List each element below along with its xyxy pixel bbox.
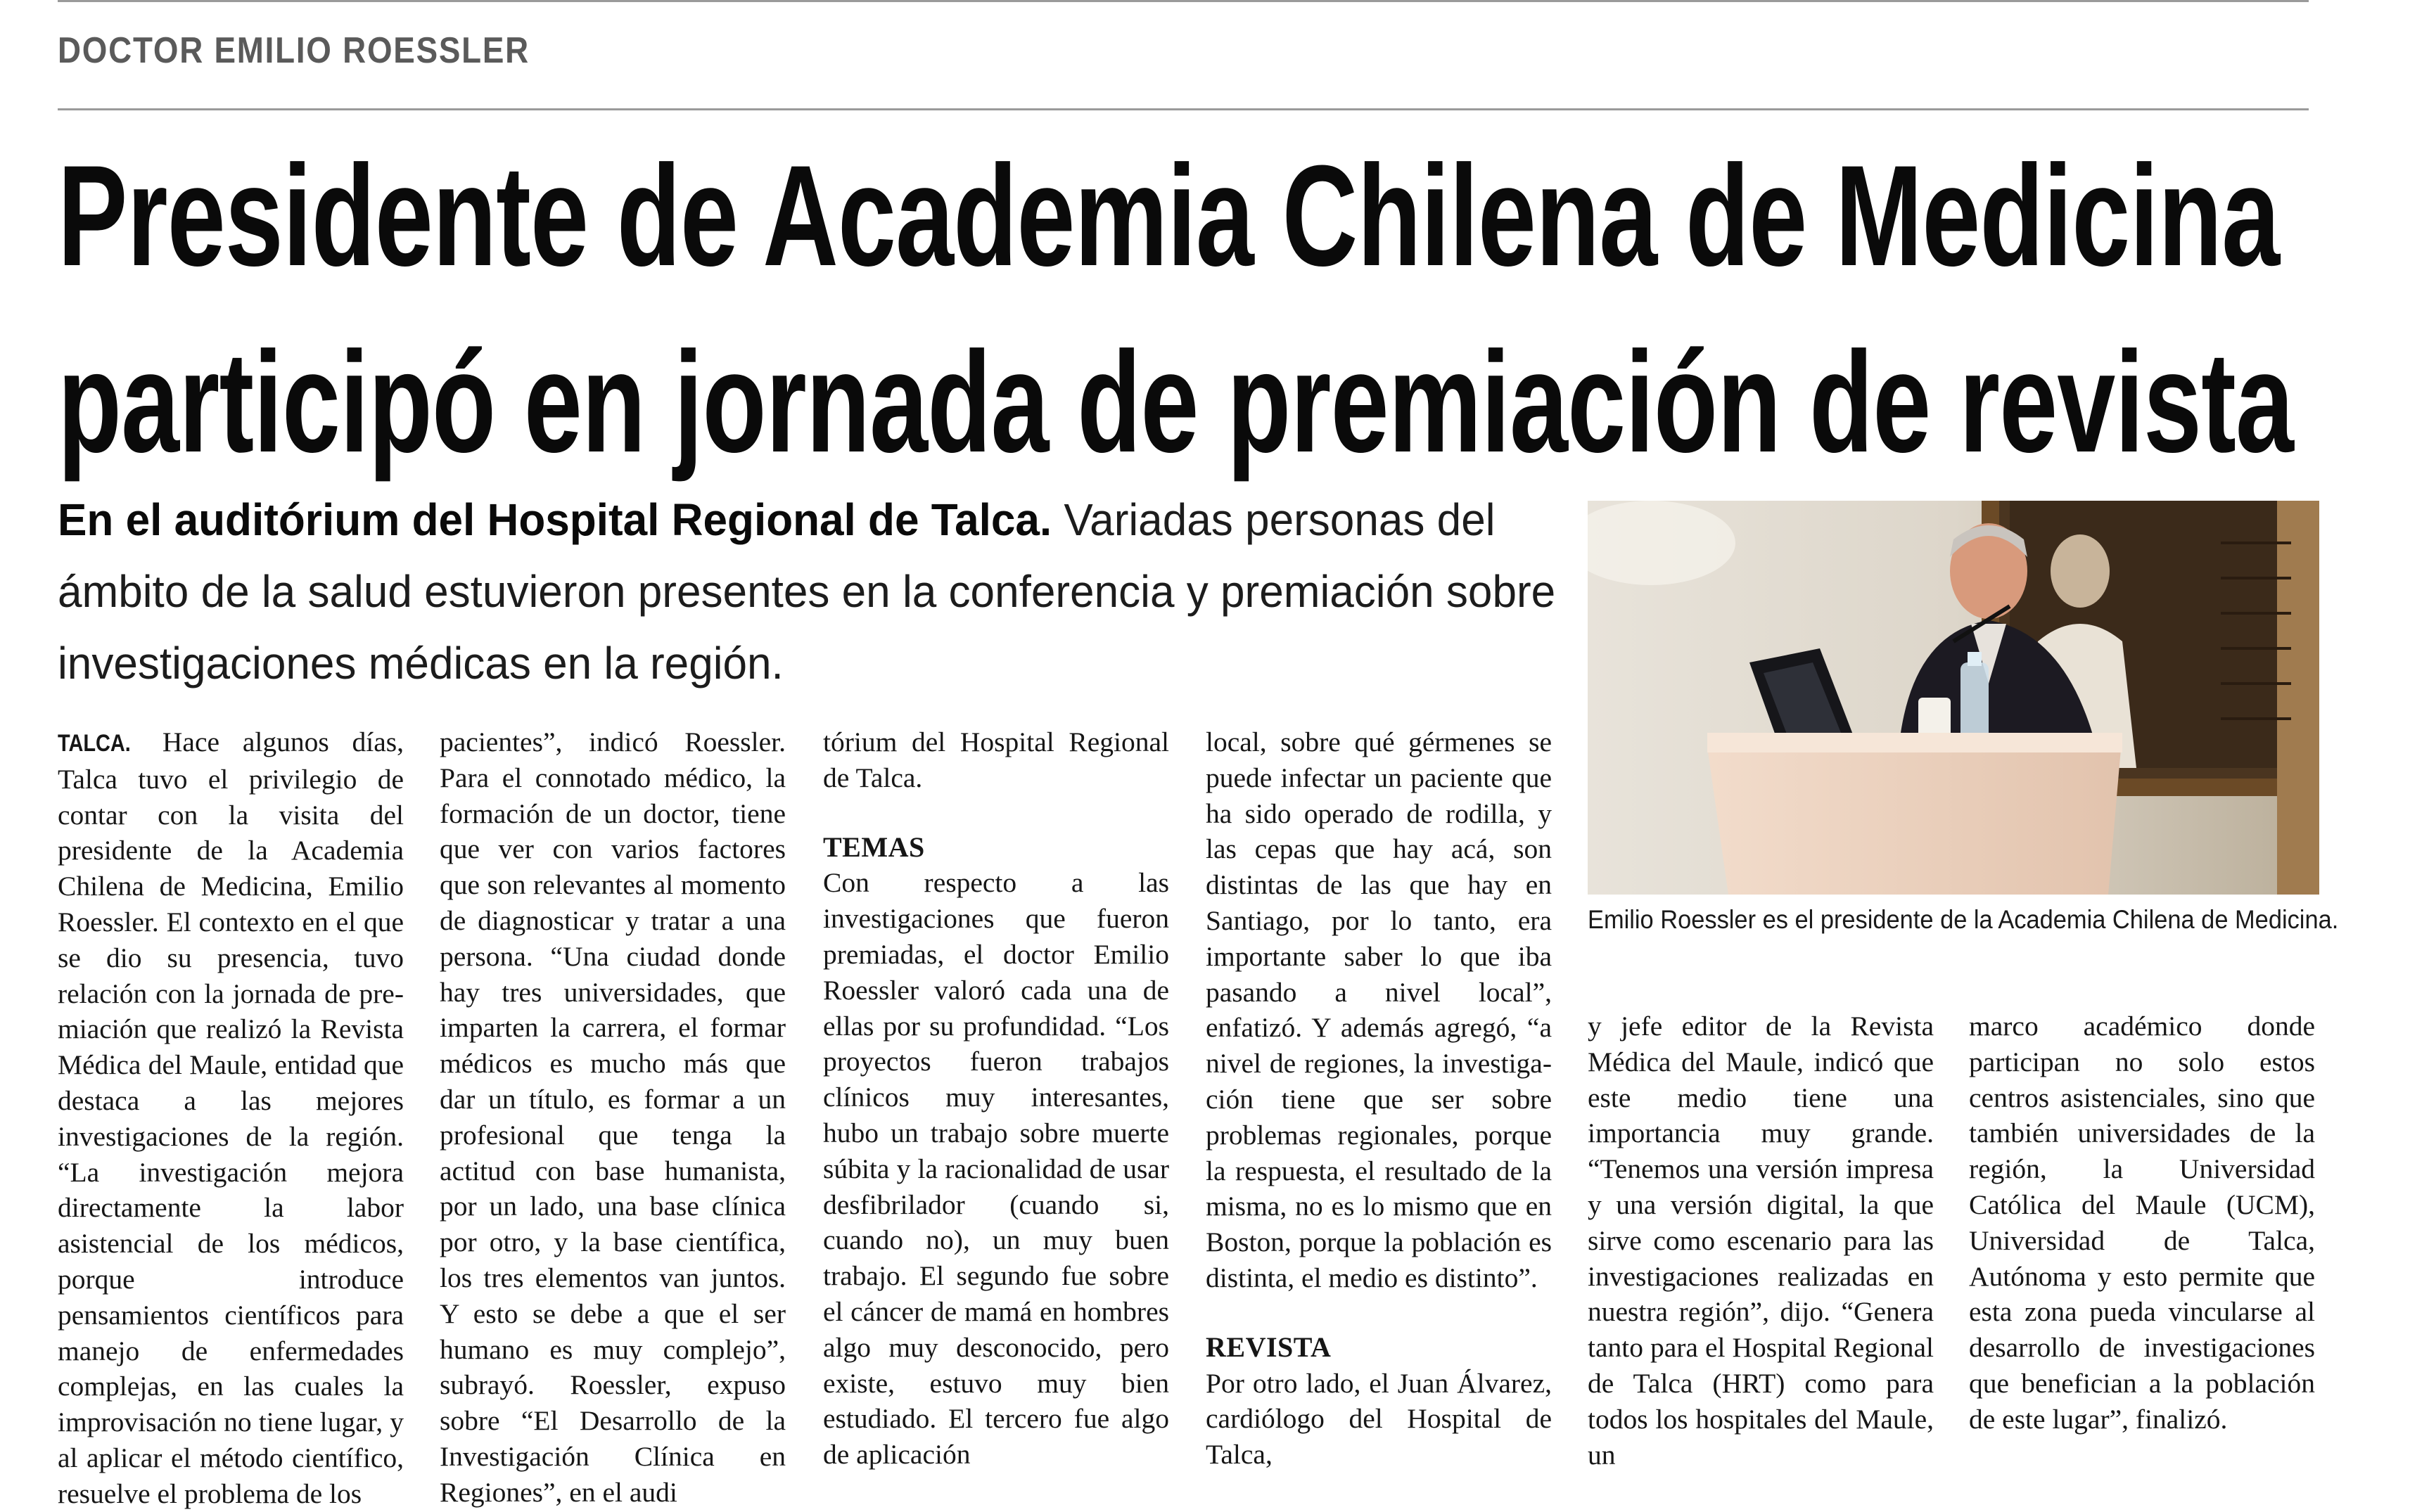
headline-line-1: Presidente de Academia Chilena de Medicina [58,136,2280,296]
photo-speaker-at-podium [1588,501,2319,895]
top-rule [58,0,2309,2]
column-6-text: marco académico donde participan no solo estos centros asistenciales, sino que también universidades de la región, la Universidad Católica del Maule (UCM), Universidad de Talca, Autónoma y esto permite que esta zona pueda vincularse al desarrollo de investigaciones que benefician a la población de este lugar”, finalizó. [1969,1011,2315,1435]
kicker-rule [58,108,2309,110]
lede-bold: En el auditórium del Hospital Regional de Talca. [58,494,1052,545]
headline-line-2: participó en jornada de premiación de revista [58,322,2294,482]
body-column-1 [58,724,404,1512]
column-3-text: Con respecto a las investigaciones que fueron premiadas, el doctor Emilio Roessler valoró cada una de ellas por su profundidad. “Los proyectos fueron trabajos clínicos muy interesantes, hubo un trabajo sobre muerte súbita y la racionalidad de usar desfibrilador (cuando si, cuando no), un muy buen trabajo. El segundo fue sobre el cáncer de mamá en hombres algo muy desconocido, pero existe, estuvo muy bien estudiado. El tercero fue algo de aplicación [823,867,1169,1471]
body-column-3 [823,724,1169,1473]
column-5-text: y jefe editor de la Revista Médica del Maule, indicó que este medio tiene una importancia muy grande. “Tenemos una versión impresa y una versión digital, la que sirve como escenario para las investigaciones realizadas en nuestra región”, dijo. “Genera tanto para el Hospital Regional de Talca (HRT) como para todos los hospitales del Maule, un [1588,1011,1934,1471]
body-column-4 [1206,724,1552,1473]
body-column-5 [1588,1008,1934,1473]
lede-text: Variadas personas del ámbito de la salud estuvieron presentes en la conferencia y premiación sobre investigaciones médicas en la región. [58,494,1556,688]
body-column-6 [1969,1008,2315,1437]
photo-caption: Emilio Roessler es el presidente de la Academia Chilena de Medicina. [1588,905,2339,934]
body-column-2 [440,724,786,1511]
column-3-intro: tórium del Hospital Regional de Talca. [823,726,1169,793]
column-4-text: local, sobre qué gérmenes se puede infectar un paciente que ha sido operado de rodilla, y las cepas que hay acá, son distintas de las que hay en Santiago, por lo tanto, era importante saber lo que iba pasando a nivel local”, enfatizó. Y además agregó, “a nivel de regiones, la investigación tiene que ser sobre problemas regionales, porque la respuesta, el resultado de la misma, no es lo mismo que en Boston, porque la población es distinta, el medio es distinto”. [1206,726,1552,1293]
kicker: DOCTOR EMILIO ROESSLER [58,30,530,71]
column-2-text: pacientes”, indicó Roessler. Para el connotado médico, la formación de un doctor, tiene que ver con varios factores que son relevantes al momento de diagnosticar y tratar a una persona. “Una ciudad donde hay tres universidades, que imparten la carrera, el formar médicos es mucho más que dar un título, es formar a un profesional que tenga la actitud con base humanista, por un lado, una base clínica por otro, y la base científica, los tres elementos van juntos. Y esto se debe a que el ser humano es muy complejo”, subrayó. Roessler, expuso sobre “El Desarrollo de la Investigación Clínica en Regiones”, en el audi [440,726,786,1508]
subhead-temas: TEMAS [823,831,925,863]
subhead-revista: REVISTA [1206,1331,1332,1363]
column-1-text: Hace algunos días, Talca tuvo el privilegio de contar con la visita del presidente de la Academia Chilena de Medicina, Emilio Roessler. El contexto en el que se dio su presencia, tuvo relación con la jornada de premiación que realizó la Revista Médica del Maule, entidad que destaca a las mejores investigaciones de la región. “La investigación mejora directamente la labor asistencial de los médicos, porque introduce pensamientos científicos para manejo de enfermedades complejas, en las cuales la improvisación no tiene lugar, y al aplicar el método científico, resuelve el problema de los [58,726,404,1509]
lede [58,484,1559,699]
column-4-text-2: Por otro lado, el Juan Álvarez, cardiólogo del Hospital de Talca, [1206,1367,1552,1471]
speaker-photo-illustration [1588,501,2319,895]
dateline: TALCA. [58,730,131,757]
